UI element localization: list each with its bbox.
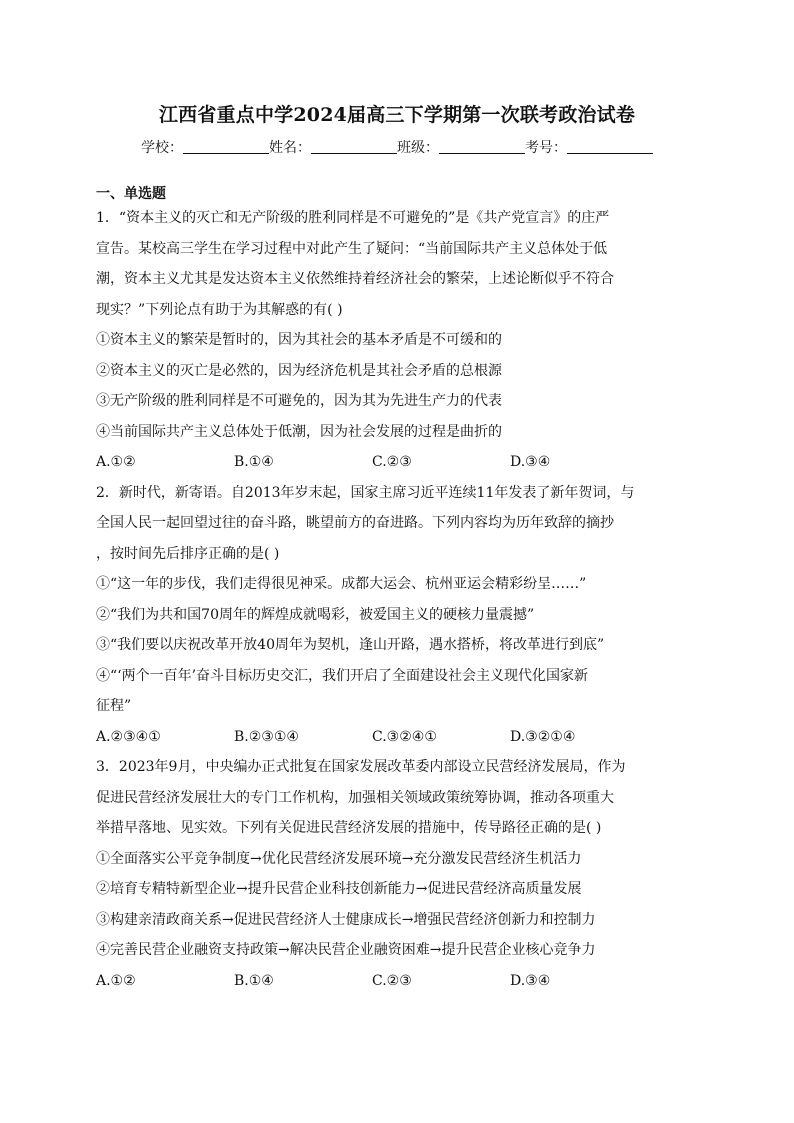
answer-choices [96, 722, 702, 753]
statement-item: ③构建亲清政商关系→促进民营经济人士健康成长→增强民营经济创新力和控制力 [96, 911, 596, 928]
school-label: 学校： [141, 140, 183, 156]
question-stem-line: 潮，资本主义尤其是发达资本主义依然维持着经济社会的繁荣，上述论断似乎不符合 [96, 271, 614, 287]
question-stem-line: 举措早落地、见实效。下列有关促进民营经济发展的措施中，传导路径正确的是( ) [96, 820, 602, 836]
question-stem-line: 现实？”下列论点有助于为其解惑的有( ) [96, 301, 343, 318]
school-blank [183, 140, 269, 154]
number-label: 考号： [525, 140, 567, 156]
student-info-row [0, 137, 794, 157]
statement-item: ①“这一年的步伐，我们走得很见神采。成都大运会、杭州亚运会精彩纷呈……” [96, 576, 587, 592]
question-stem-line: 促进民营经济发展壮大的专门工作机构，加强相关领域政策统筹协调，推动各项重大 [96, 789, 614, 806]
statement-item: ④完善民营企业融资支持政策→解决民营企业融资困难→提升民营企业核心竞争力 [96, 942, 596, 958]
class-blank [439, 140, 525, 154]
choice-c: C.③②④① [372, 728, 437, 745]
choice-b: B.①④ [234, 972, 274, 989]
choice-b: B.①④ [234, 454, 274, 470]
class-label: 班级： [397, 140, 439, 156]
choice-c: C.②③ [372, 972, 412, 989]
question-stem-line: ，按时间先后排序正确的是( ) [96, 545, 280, 562]
statement-item: ②“我们为共和国70周年的辉煌成就喝彩，被爱国主义的硬核力量震撼” [96, 606, 535, 623]
question-stem-line: 宣告。某校高三学生在学习过程中对此产生了疑问：“当前国际共产主义总体处于低 [96, 240, 608, 257]
choice-d: D.③④ [510, 972, 551, 989]
question-stem-line: 2．新时代，新寄语。自2013年岁末起，国家主席习近平连续11年发表了新年贺词，与 [96, 484, 635, 501]
statement-item: ②资本主义的灭亡是必然的，因为经济危机是其社会矛盾的总根源 [96, 362, 502, 379]
statement-item: ④当前国际共产主义总体处于低潮，因为社会发展的过程是曲折的 [96, 423, 502, 440]
statement-item: 征程” [96, 698, 132, 714]
answer-choices [96, 447, 702, 478]
statement-item: ①全面落实公平竞争制度→优化民营经济发展环境→充分激发民营经济生机活力 [96, 850, 582, 867]
choice-c: C.②③ [372, 454, 412, 470]
section-title: 一、单选题 [96, 186, 166, 202]
choice-a: A.①② [96, 972, 136, 989]
statement-item: ②培育专精特新型企业→提升民营企业科技创新能力→促进民营经济高质量发展 [96, 881, 582, 897]
question-stem-line: 全国人民一起回望过往的奋斗路，眺望前方的奋进路。下列内容均为历年致辞的摘抄 [96, 515, 614, 531]
question-1 [96, 203, 702, 478]
statement-item: ③无产阶级的胜利同样是不可避免的，因为其为先进生产力的代表 [96, 393, 502, 409]
statement-item: ③“我们要以庆祝改革开放40周年为契机，逢山开路，遇水搭桥，将改革进行到底” [96, 637, 605, 653]
question-2 [96, 478, 702, 753]
choice-a: A.②③④① [96, 728, 161, 745]
choice-b: B.②③①④ [234, 728, 299, 745]
question-stem-line: 1．“资本主义的灭亡和无产阶级的胜利同样是不可避免的”是《共产党宣言》的庄严 [96, 210, 610, 226]
name-blank [311, 140, 397, 154]
statement-item: ④“‘两个一百年’奋斗目标历史交汇，我们开启了全面建设社会主义现代化国家新 [96, 667, 589, 684]
questions [96, 203, 702, 996]
statement-item: ①资本主义的繁荣是暂时的，因为其社会的基本矛盾是不可缓和的 [96, 332, 502, 348]
choice-d: D.③②①④ [510, 728, 576, 745]
question-stem-line: 3．2023年9月，中央编办正式批复在国家发展改革委内部设立民营经济发展局，作为 [96, 759, 626, 775]
choice-a: A.①② [96, 454, 136, 470]
name-label: 姓名： [269, 140, 311, 156]
choice-d: D.③④ [510, 454, 551, 470]
page-title: 江西省重点中学2024届高三下学期第一次联考政治试卷 [158, 104, 636, 126]
question-3 [96, 752, 702, 996]
answer-choices [96, 966, 702, 997]
number-blank [567, 140, 653, 154]
